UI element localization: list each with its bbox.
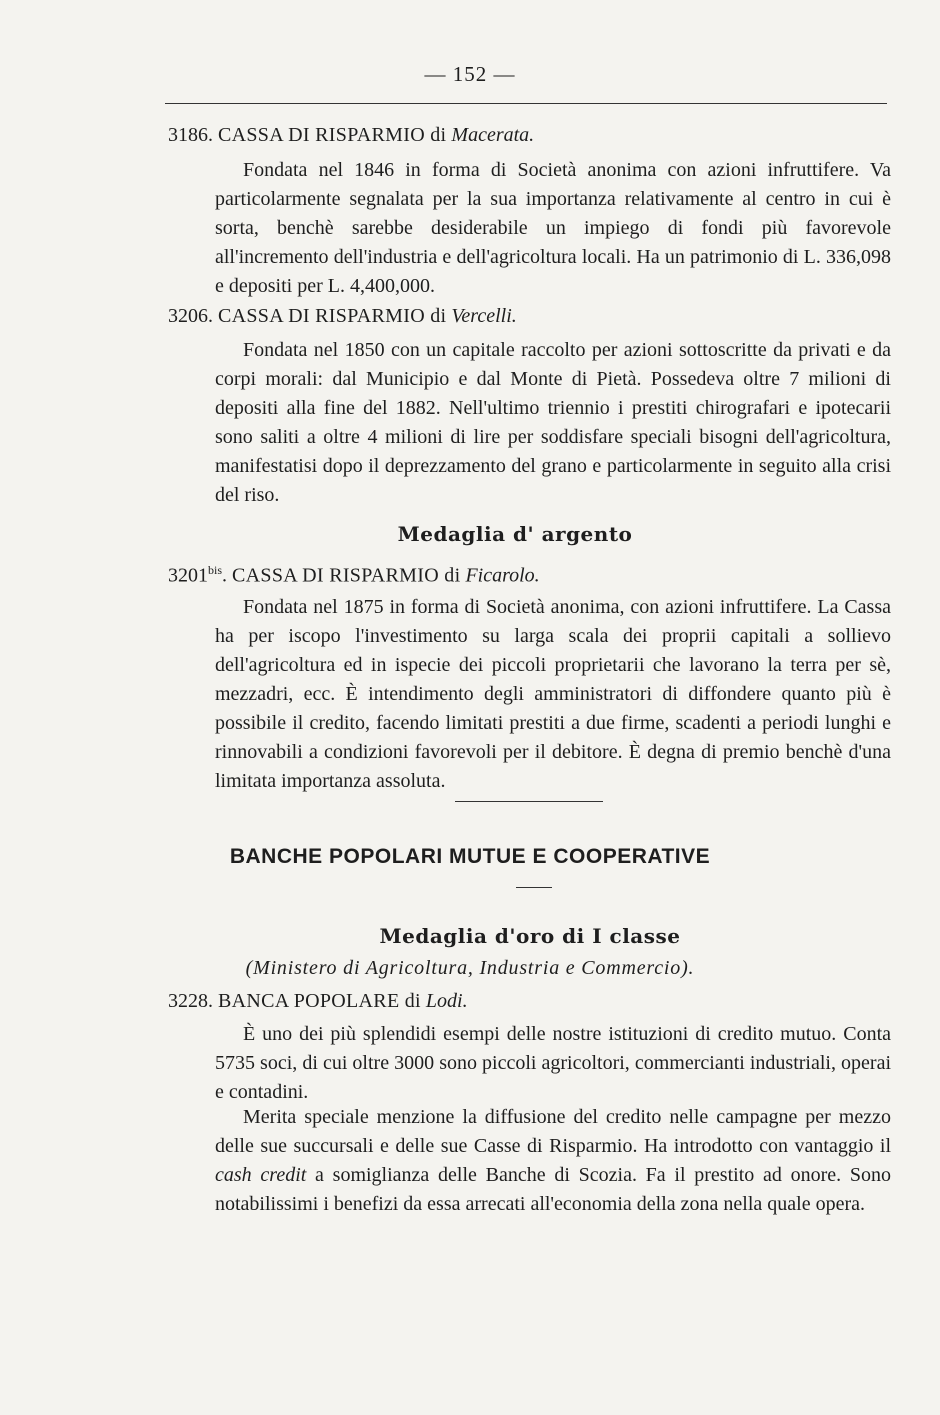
entry-name: CASSA DI RISPARMIO di <box>218 124 447 146</box>
section-title: BANCHE POPOLARI MUTUE E COOPERATIVE <box>229 845 711 868</box>
entry-text-3186: Fondata nel 1846 in forma di Società anonima con azioni infruttifere. Va particolarmente segnalata per la sua importanza relativamente al centro in cui è sorta, benchè sarebbe desiderabile un impiego di fondi più favorevole all'incremento dell'industria e dell'agricoltura locali. Ha un patrimonio di L. 336,098 e depositi per L. 4,400,000. <box>215 159 891 297</box>
entry-place: Vercelli. <box>451 305 517 327</box>
entry-number: 3201 <box>168 564 208 587</box>
entry-number: 3206. <box>168 305 213 327</box>
emphasis-cash-credit: cash credit <box>215 1164 307 1186</box>
entry-number: 3186. <box>168 124 213 146</box>
entry-name: CASSA DI RISPARMIO di <box>232 564 461 587</box>
short-divider <box>516 887 552 888</box>
header-rule <box>165 103 887 104</box>
entry-text-3206: Fondata nel 1850 con un capitale raccolto per azioni sottoscritte da privati e da corpi morali: dal Municipio e dal Monte di Pietà. Possedeva oltre 7 milioni di depositi alla fine del 1882. Nell'ultimo triennio i prestiti chirografari e ipotecarii sono saliti a oltre 4 milioni di lire per soddisfare speciali bisogni dell'agricoltura, manifestatisi dopo il deprezzamento del grano e particolarmente in seguito alla crisi del riso. <box>215 339 891 506</box>
entry-name: BANCA POPOLARE di <box>218 990 421 1012</box>
entry-number: 3228. <box>168 990 213 1012</box>
page-number: — 152 — <box>424 62 516 86</box>
entry-heading-3186 <box>168 124 534 147</box>
entry-heading-3228 <box>168 990 468 1013</box>
ministry-caption: (Ministero di Agricoltura, Industria e Commercio). <box>245 957 695 979</box>
text-part: Merita speciale menzione la diffusione del credito nelle campagne per mezzo delle sue succursali e delle sue Casse di Risparmio. Ha introdotto con vantaggio il <box>215 1106 891 1157</box>
medal-heading-gold: Medaglia d'oro di I classe <box>379 924 681 948</box>
entry-place: Macerata. <box>451 124 535 146</box>
entry-place: Lodi. <box>425 990 468 1012</box>
entry-text-3228-a: È uno dei più splendidi esempi delle nostre istituzioni di credito mutuo. Conta 5735 soci, di cui oltre 3000 sono piccoli agricoltori, commercianti industriali, operai e contadini. <box>215 1023 891 1103</box>
entry-place: Ficarolo. <box>465 564 540 587</box>
entry-dot: . <box>222 564 228 587</box>
entry-text-3201bis: Fondata nel 1875 in forma di Società anonima, con azioni infruttifere. La Cassa ha per iscopo l'investimento su larga scala dei proprii capitali a sollievo dell'agricoltura ed in ispecie dei piccoli proprietarii che lavorano la terra per sè, mezzadri, ecc. È intendimento degli amministratori di diffondere quanto più è possibile il credito, facendo limitati prestiti a due firme, scadenti a periodi lunghi e rinnovabili a condizioni favorevoli per il debitore. È degna di premio benchè d'una limitata importanza assoluta. <box>215 596 891 792</box>
medal-heading-silver: Medaglia d' argento <box>397 522 633 546</box>
entry-heading-3201bis <box>168 563 540 588</box>
entry-name: CASSA DI RISPARMIO di <box>218 305 447 327</box>
entry-suffix: bis <box>208 563 223 577</box>
text-part: a somiglianza delle Banche di Scozia. Fa il prestito ad onore. Sono notabilissimi i benefizi da essa arrecati all'economia della zona nella quale opera. <box>215 1164 891 1215</box>
section-divider <box>455 801 603 802</box>
entry-text-3228-b <box>215 1103 891 1219</box>
entry-heading-3206 <box>168 305 517 328</box>
